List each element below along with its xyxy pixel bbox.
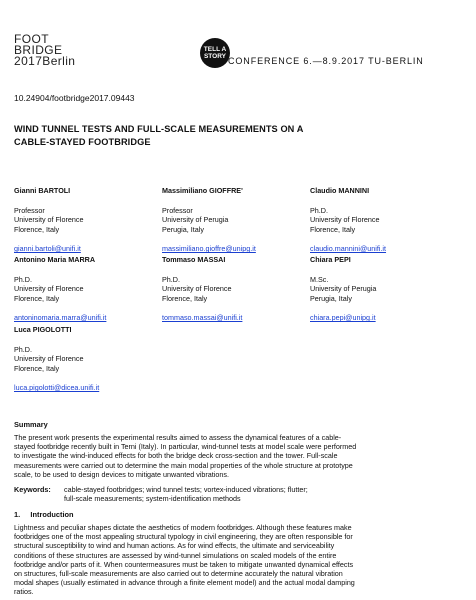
author-affiliation: University of Perugia [162, 215, 229, 225]
paper-title [14, 123, 303, 149]
author-affiliation: University of Florence [310, 215, 380, 225]
text-line: cable-stayed footbridges; wind tunnel tests; vortex-induced vibrations; flutter; [64, 485, 308, 494]
author-block [14, 255, 106, 323]
author-name: Tommaso MASSAI [162, 255, 226, 264]
author-name: Luca PIGOLOTTI [14, 325, 72, 334]
author-block [310, 186, 386, 254]
text-line: modal shapes (usually estimated in advance through a finite element model) and the actual modal damping [14, 578, 355, 588]
text-line: on structures, full-scale measurements are also carried out to determine accurately the natural vibration [14, 569, 343, 579]
doi: 10.24904/footbridge2017.09443 [14, 93, 135, 103]
footbridge-logo [14, 34, 134, 67]
logo-line: 2017Berlin [14, 54, 76, 68]
author-location: Florence, Italy [310, 224, 356, 234]
author-email-link[interactable]: gianni.bartoli@unifi.it [14, 244, 81, 254]
text-line: Lightness and peculiar shapes dictate the aesthetics of modern footbridges. Although these features make [14, 523, 352, 532]
author-role: Ph.D. [14, 344, 32, 354]
title-line: WIND TUNNEL TESTS AND FULL-SCALE MEASUREMENTS ON A [14, 124, 304, 134]
badge-line: TELL A [203, 46, 227, 53]
keywords-label: Keywords: [14, 485, 51, 494]
text-line: structural susceptibility to wind and human actions. As for wind effects, the ultimate and serviceability [14, 541, 335, 551]
author-email-link[interactable]: luca.pigolotti@dicea.unifi.it [14, 383, 100, 393]
author-affiliation: University of Florence [14, 215, 84, 225]
introduction-heading: 1. Introduction [14, 510, 74, 519]
text-line: ratios. [14, 587, 34, 597]
text-line: scale, to be used to design devices to mitigate unwanted vibrations. [14, 469, 229, 479]
author-email-link[interactable]: antoninomaria.marra@unifi.it [14, 313, 107, 323]
author-name: Massimiliano GIOFFRE' [162, 186, 243, 195]
author-location: Florence, Italy [14, 293, 60, 303]
author-role: M.Sc. [310, 274, 329, 284]
author-role: Ph.D. [162, 274, 180, 284]
author-location: Perugia, Italy [310, 293, 352, 303]
author-name: Gianni BARTOLI [14, 186, 71, 195]
title-line: CABLE-STAYED FOOTBRIDGE [14, 137, 151, 147]
text-line: The present work presents the experimental results aimed to assess the dynamical features of a cable- [14, 433, 342, 442]
author-role: Professor [14, 205, 45, 215]
author-block [14, 186, 84, 254]
logo-line: FOOT [14, 32, 49, 46]
summary-paragraph [14, 433, 462, 479]
author-email-link[interactable]: massimiliano.gioffre@unipg.it [162, 244, 256, 254]
author-role: Professor [162, 205, 193, 215]
text-line: stayed footbridge recently built in Terni (Italy). In particular, wind-tunnel tests at model scale were performed [14, 442, 357, 452]
introduction-paragraph [14, 523, 462, 597]
author-block [162, 255, 242, 323]
logo-line: BRIDGE [14, 43, 63, 57]
author-email-link[interactable]: tommaso.massai@unifi.it [162, 313, 243, 323]
text-line: footbridge and/or parts of it. When countermeasures must be taken to mitigate unwanted dynamical effects [14, 559, 354, 569]
author-block [162, 186, 256, 254]
author-email-link[interactable]: claudio.mannini@unifi.it [310, 244, 387, 254]
text-line: full-scale measurements; system-identification methods [64, 494, 241, 504]
author-role: Ph.D. [310, 205, 328, 215]
author-location: Florence, Italy [14, 363, 60, 373]
author-name: Claudio MANNINI [310, 186, 370, 195]
author-block [310, 255, 376, 323]
author-role: Ph.D. [14, 274, 32, 284]
author-affiliation: University of Perugia [310, 284, 377, 294]
conference-dates: CONFERENCE 6.—8.9.2017 TU-BERLIN [228, 56, 424, 66]
author-affiliation: University of Florence [162, 284, 232, 294]
author-block [14, 325, 99, 393]
text-line: measurements were carried out to determine the main modal properties of the whole structure at prototype [14, 460, 353, 470]
summary-heading: Summary [14, 420, 48, 429]
author-location: Perugia, Italy [162, 224, 204, 234]
author-location: Florence, Italy [14, 224, 60, 234]
text-line: footbridges one of the most appealing structural typology in civil engineering, they are often responsible for [14, 532, 353, 542]
text-line: to investigate the wind-induced effects for both the bridge deck cross-section and the tower. Full-scale [14, 451, 338, 461]
author-affiliation: University of Florence [14, 354, 84, 364]
author-name: Chiara PEPI [310, 255, 351, 264]
keywords-list [64, 485, 464, 503]
tell-a-story-badge [200, 38, 230, 68]
author-name: Antonino Maria MARRA [14, 255, 96, 264]
author-email-link[interactable]: chiara.pepi@unipg.it [310, 313, 376, 323]
author-location: Florence, Italy [162, 293, 208, 303]
author-affiliation: University of Florence [14, 284, 84, 294]
badge-line: STORY [203, 53, 227, 60]
text-line: conditions of these structures are assessed by wind-tunnel simulations on scaled models of the entire [14, 550, 337, 560]
